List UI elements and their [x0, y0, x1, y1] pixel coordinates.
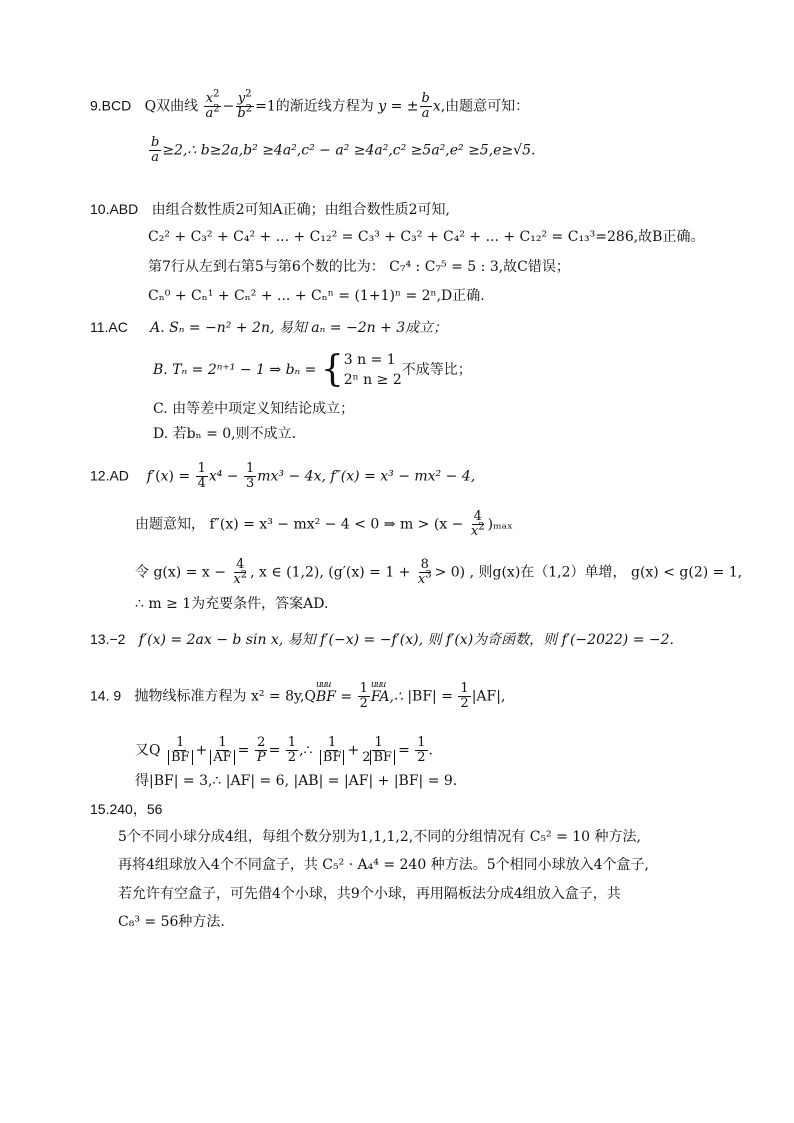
q11-label: 11.AC: [90, 319, 128, 335]
q9-line2-text: ≥2,∴ b≥2a,b² ≥4a²,c² − a² ≥4a²,c² ≥5a²,e² ≥5,e≥√5.: [162, 142, 536, 159]
q14-l1-post: |BF| =: [407, 688, 453, 705]
q15-label-line: [90, 800, 162, 819]
q15-l3: 若允许有空盒子，可先借4个小球，共9个小球，再用隔板法分成4组放入盒子，共: [118, 886, 621, 902]
q10-line4: [148, 287, 485, 305]
q9-line2: $\frac{b}{a}$ ≥2,∴ b≥2a,b² ≥4a²,c² − a² ≥4a²,c² ≥5a²,e² ≥5,e≥√5.: [151, 135, 536, 165]
q14-l1-pre: 抛物线标准方程为 x² = 8y,Q: [134, 688, 316, 705]
q11-d: D. 若bₙ = 0,则不成立.: [153, 426, 297, 442]
q14-l2-end: .: [428, 742, 433, 759]
q14-vec-fa: uuu FA,∴: [371, 688, 403, 706]
q14-vec-bf: uuu BF =: [316, 688, 352, 706]
q14-line3: [135, 772, 457, 790]
q15-line3: [118, 885, 621, 903]
q13-text: f′(x) = 2ax − b sin x, 易知 f′(−x) = −f′(x), 则 f′(x)为奇函数，则 f′(−2022) = −2.: [138, 632, 674, 648]
q10-line3: [148, 258, 570, 276]
q12-l1-mid: x⁴ −: [208, 468, 243, 485]
q15-label: 15.240，56: [90, 801, 163, 817]
q15-line1: [118, 828, 641, 846]
q14-l2-pre: 又Q: [135, 742, 161, 759]
q15-line4: [118, 913, 225, 931]
q10-text1: 由组合数性质2可知A正确；由组合数性质2可知,: [151, 202, 450, 218]
q9-line1: 9.BCD Q双曲线 $\frac{x^2}{a^2}$ − $\frac{y^2}{b^2}$ =1的渐近线方程为 y = ± $\frac{b}{a}$ x,由题意可知：: [90, 88, 530, 121]
q9-label: 9.BCD: [90, 97, 132, 114]
q10-text3: 第7行从左到右第5与第6个数的比为： C₇⁴ : C₇⁵ = 5 : 3,故C错误；: [148, 259, 570, 275]
q12-label: 12.AD: [90, 467, 129, 484]
q11-b-post: 不成等比；: [401, 362, 472, 378]
q12-l3-post: > 0) , 则g(x)在（1,2）单增， g(x) < g(2) = 1,: [434, 564, 743, 581]
q10-text2: C₂² + C₃² + C₄² + ... + C₁₂² = C₃³ + C₃² + C₄² + ... + C₁₂² = C₁₃³=286,故B正确。: [148, 229, 705, 245]
q9-post: ,由题意可知：: [440, 98, 530, 115]
q12-line3: 令 g(x) = x − $\frac{4}{x^2}$ , x ∈ (1,2), (g′(x) = 1 + $\frac{8}{x^3}$ > 0) , 则g(x)在（1,2）单增， g(x) < g(2) = 1,: [135, 557, 743, 587]
q9-eq: =1的渐近线方程为: [255, 98, 374, 115]
q14-line1: 14. 9 抛物线标准方程为 x² = 8y,Quuu BF = $\frac{1}{2}$ uuu FA,∴ |BF| = $\frac{1}{2}$ |AF|,: [90, 682, 505, 711]
q14-l2-ther: ,∴: [299, 742, 313, 759]
q9-pre: Q双曲线: [144, 98, 199, 115]
q12-l4: ∴ m ≥ 1为充要条件，答案AD.: [135, 596, 329, 612]
q13-line: [90, 630, 674, 649]
q11-line-c: [153, 400, 354, 418]
q14-line2: 又Q $\frac{1}{BF}$ + $\frac{1}{AF}$ = $\frac{2}{P}$ = $\frac{1}{2}$ ,∴ $\frac{1}{BF}$ + $\frac{1}{2 BF}$ = $\frac{1}{2}$ .: [135, 735, 433, 765]
q15-line2: [118, 856, 649, 874]
q14-l1-end: |AF|,: [471, 688, 506, 705]
q14-l3: 得|BF| = 3,∴ |AF| = 6, |AB| = |AF| + |BF| = 9.: [135, 773, 458, 789]
q11-line-d: [153, 425, 296, 443]
q14-l2-eq3: =: [398, 742, 410, 759]
q14-label: 14. 9: [90, 687, 122, 704]
q11-line-a: [90, 318, 447, 337]
q11-b-pre: B. Tₙ = 2ⁿ⁺¹ − 1 ⇒ bₙ =: [153, 362, 317, 378]
q10-line1: [90, 200, 450, 219]
q11-case1: 3 n = 1: [343, 352, 396, 368]
q11-c: C. 由等差中项定义知结论成立；: [153, 401, 355, 417]
q11-line-b: B. Tₙ = 2ⁿ⁺¹ − 1 ⇒ bₙ = { 3 n = 1 2ⁿ n ≥ 2 不成等比；: [153, 349, 472, 390]
q12-l1-end: mx³ − 4x, f″(x) = x³ − mx² − 4,: [257, 468, 476, 485]
q12-l2-post: )ₘₐₓ: [487, 516, 513, 533]
q12-l3-pre: 令 g(x) = x −: [135, 564, 226, 581]
q12-line4: [135, 595, 328, 613]
q10-label: 10.ABD: [90, 201, 139, 217]
q15-l4: C₈³ = 56种方法.: [118, 914, 225, 930]
q15-l2: 再将4组球放入4个不同盒子，共 C₅² · A₄⁴ = 240 种方法。5个相同小球放入4个盒子,: [118, 857, 649, 873]
q10-text4: Cₙ⁰ + Cₙ¹ + Cₙ² + ... + Cₙⁿ = (1+1)ⁿ = 2ⁿ,D正确.: [148, 288, 485, 304]
q12-l2-pre: 由题意知， f″(x) = x³ − mx² − 4 < 0 ⇒ m > (x −: [135, 516, 464, 533]
q14-l2-eq2: =: [268, 742, 281, 759]
q10-line2: [148, 228, 704, 246]
q12-line2: 由题意知， f″(x) = x³ − mx² − 4 < 0 ⇒ m > (x − $\frac{4}{x^2}$ )ₘₐₓ: [135, 509, 513, 539]
q15-l1: 5个不同小球分成4组，每组个数分别为1,1,1,2,不同的分组情况有 C₅² = 10 种方法,: [118, 829, 641, 845]
q12-l3-mid: , x ∈ (1,2), (g′(x) = 1 +: [250, 564, 411, 581]
q12-line1: 12.AD f′(x) = $\frac{1}{4}$ x⁴ − $\frac{1}{3}$ mx³ − 4x, f″(x) = x³ − mx² − 4,: [90, 461, 476, 491]
q11-case2: 2ⁿ n ≥ 2: [343, 372, 402, 388]
q11-a: A. Sₙ = −n² + 2n, 易知 aₙ = −2n + 3成立；: [150, 320, 448, 336]
q14-l2-eq1: =: [237, 742, 250, 759]
q13-label: 13.−2: [90, 631, 126, 647]
